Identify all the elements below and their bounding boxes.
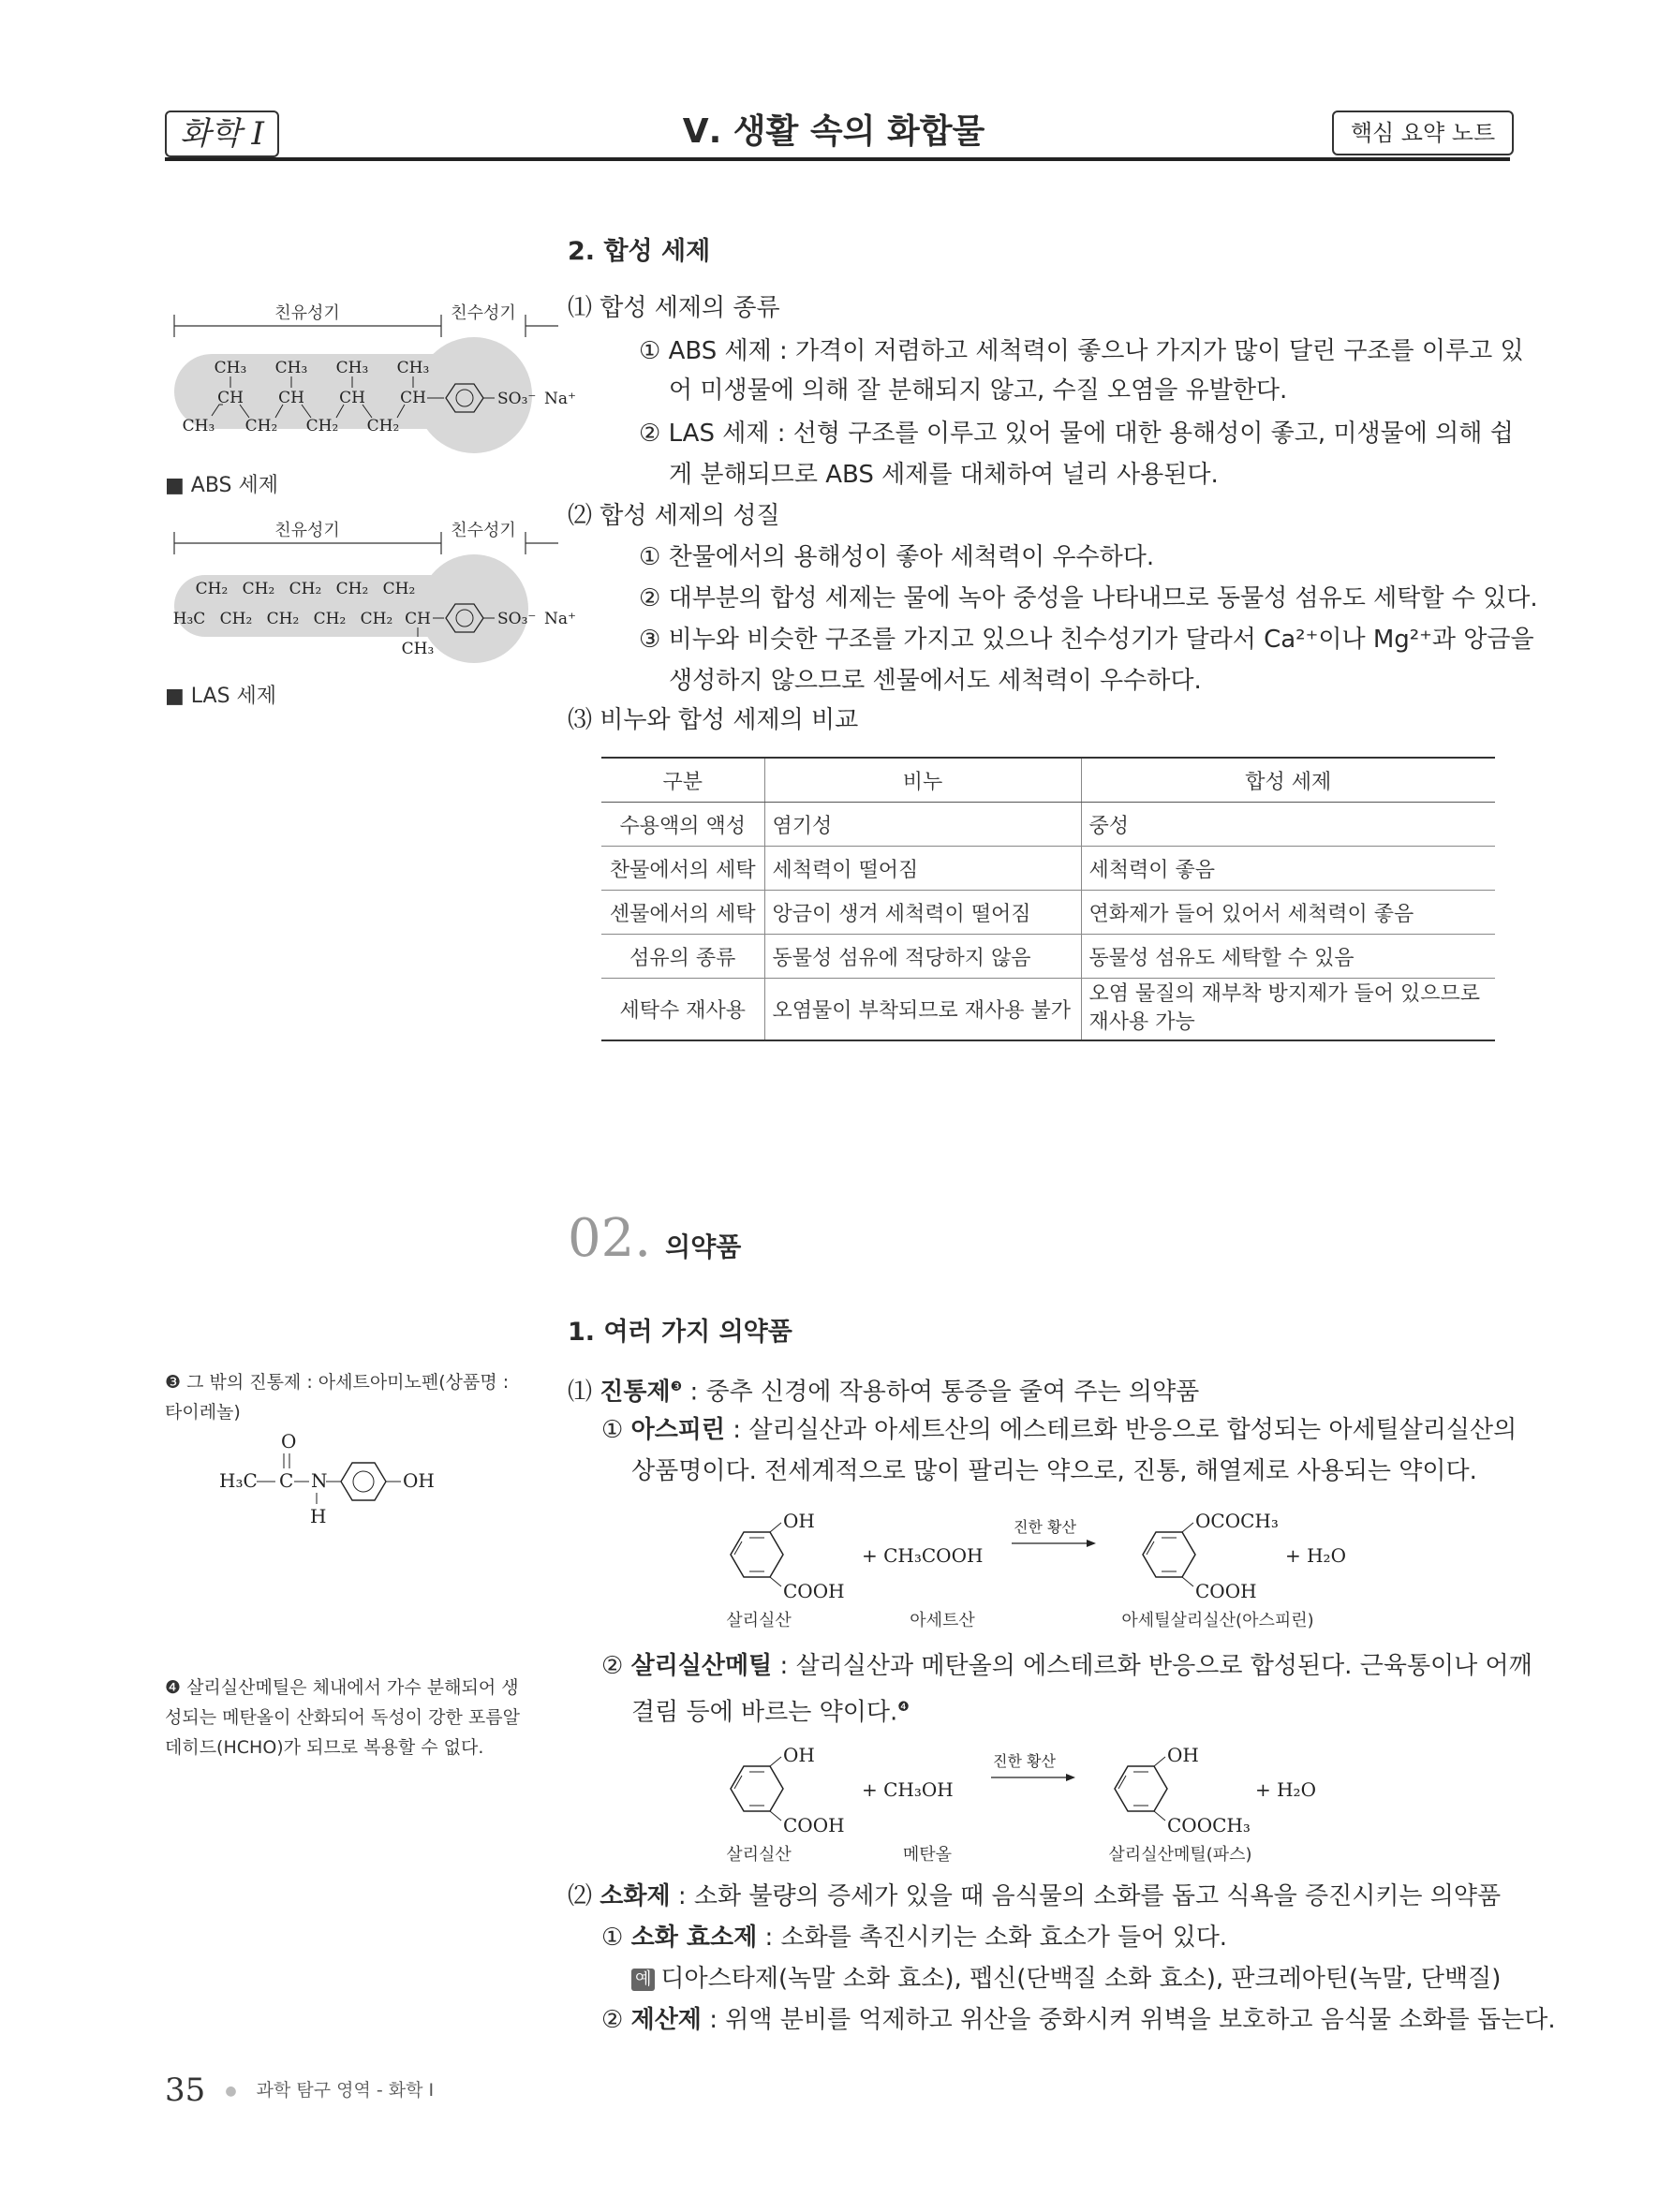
table-row <box>601 803 1495 847</box>
las-top-group: CH₂ <box>289 580 322 598</box>
props-heading: ⑵ 합성 세제의 성질 <box>568 502 780 530</box>
page-footer <box>165 2072 434 2109</box>
abs-top-group: CH₃ <box>274 359 308 377</box>
table-row <box>601 847 1495 891</box>
r1-prod-sub: OCOCH₃ <box>1195 1510 1279 1532</box>
acet-h: H <box>310 1505 327 1527</box>
aspirin-line-1: ① 아스피린 : 살리실산과 아세트산의 에스테르화 반응으로 합성되는 아세틸살리실산의 <box>601 1416 1517 1444</box>
acet-h3c: H₃C <box>219 1469 258 1492</box>
antacid-line: ② 제산제 : 위액 분비를 억제하고 위산을 중화시켜 위벽을 보호하고 음식물 소화를 돕는다. <box>601 2006 1556 2034</box>
table-cell: 섬유의 종류 <box>601 935 764 979</box>
analgesic-line <box>568 1369 1199 1410</box>
acet-oh: OH <box>403 1469 435 1492</box>
table-header-row <box>601 758 1495 803</box>
side-note-4-line-1: ❹ 살리실산메틸은 체내에서 가수 분해되어 생 <box>165 1677 519 1698</box>
side-note-3-line-1: ❸ 그 밖의 진통제 : 아세트아미노펜(상품명 : <box>165 1372 510 1393</box>
las-mid-group: CH₂ <box>219 610 253 628</box>
aspirin-desc-1: : 살리실산과 아세트산의 에스테르화 반응으로 합성되는 아세틸살리실산의 <box>725 1416 1517 1444</box>
r1-label-salicylic: 살리실산 <box>726 1611 792 1630</box>
r2-prod-sub: COOCH₃ <box>1167 1814 1251 1836</box>
comparison-table <box>601 757 1495 1041</box>
las-hydrophilic-label: 친수성기 <box>451 521 516 540</box>
table-cell: 수용액의 액성 <box>601 803 764 847</box>
table-cell: 세척력이 떨어짐 <box>764 847 1081 891</box>
antacid-label: 제산제 <box>630 2006 702 2034</box>
methyl-desc-2: 결림 등에 바르는 약이다. <box>631 1698 898 1727</box>
r1-oh: OH <box>783 1510 815 1532</box>
abs-bot-group: CH₂ <box>366 417 400 435</box>
medicine-section-heading <box>568 1208 741 1269</box>
abs-bot-group: CH₃ <box>182 417 215 435</box>
table-cell: 중성 <box>1081 803 1495 847</box>
table-header-cell: 비누 <box>764 758 1081 803</box>
las-mid-group: CH <box>405 610 431 628</box>
acet-n: N <box>311 1469 328 1492</box>
digestive-num: ⑵ <box>568 1882 600 1910</box>
abs-mid-group: CH <box>339 389 365 407</box>
table-cell: 염기성 <box>764 803 1081 847</box>
side-note-4-line-3: 데히드(HCHO)가 되므로 복용할 수 없다. <box>165 1737 484 1758</box>
section-title: 의약품 <box>665 1231 742 1262</box>
table-row <box>601 979 1495 1040</box>
abs-bot-group: CH₂ <box>244 417 278 435</box>
digestive-desc: : 소화 불량의 증세가 있을 때 음식물의 소화를 돕고 식욕을 증진시키는 의약품 <box>670 1882 1502 1910</box>
aspirin-line-2: 상품명이다. 전세계적으로 많이 팔리는 약으로, 진통, 해열제로 사용되는 약이다. <box>631 1457 1477 1485</box>
analgesic-num: ⑴ <box>568 1378 600 1407</box>
table-row <box>601 935 1495 979</box>
antacid-desc: : 위액 분비를 억제하고 위산을 중화시켜 위벽을 보호하고 음식물 소화를 돕는다. <box>701 2006 1556 2034</box>
las-lipophilic-label: 친유성기 <box>274 521 340 540</box>
analgesic-desc: : 중추 신경에 작용하여 통증을 줄여 주는 의약품 <box>682 1378 1200 1407</box>
methyl-label: 살리실산메틸 <box>630 1652 773 1680</box>
detergent-structure-figure <box>165 290 596 712</box>
las-top-group: CH₂ <box>242 580 275 598</box>
header-rule <box>165 157 1510 161</box>
r1-label-aspirin: 아세틸살리실산(아스피린) <box>1121 1611 1314 1630</box>
enzyme-line: ① 소화 효소제 : 소화를 촉진시키는 소화 효소가 들어 있다. <box>601 1924 1228 1952</box>
prop-1: ① 찬물에서의 용해성이 좋아 세척력이 우수하다. <box>639 543 1155 571</box>
methyl-desc-1: : 살리실산과 메탄올의 에스테르화 반응으로 합성된다. 근육통이나 어깨 <box>772 1652 1532 1680</box>
note-label-badge: 핵심 요약 노트 <box>1332 111 1514 155</box>
analgesic-label: 진통제 <box>600 1378 671 1407</box>
las-mid-group: CH₂ <box>360 610 393 628</box>
las-caption: ■ LAS 세제 <box>165 685 277 708</box>
las-top-group: CH₂ <box>382 580 416 598</box>
abs-caption: ■ ABS 세제 <box>165 474 278 497</box>
abs-na: Na⁺ <box>544 390 576 408</box>
abs-hydrophilic-label: 친수성기 <box>451 303 516 323</box>
acetaminophen-structure <box>215 1427 496 1530</box>
abs-structure <box>174 303 576 453</box>
example-badge: 예 <box>631 1969 655 1991</box>
r2-label-salicylic: 살리실산 <box>726 1845 792 1864</box>
side-note-3 <box>165 1367 509 1427</box>
medicine-subtitle: 1. 여러 가지 의약품 <box>568 1318 792 1347</box>
footnote-3-ref: ❸ <box>670 1379 683 1394</box>
acet-o: O <box>281 1430 297 1453</box>
page-number: 35 <box>165 2072 206 2109</box>
aspirin-label: 아스피린 <box>630 1416 726 1444</box>
abs-top-group: CH₃ <box>335 359 369 377</box>
section-number: 02. <box>568 1208 652 1269</box>
las-mid-group: CH₂ <box>313 610 347 628</box>
table-cell: 동물성 섬유도 세탁할 수 있음 <box>1081 935 1495 979</box>
abs-bot-group: CH₂ <box>305 417 339 435</box>
methyl-line-1: ② 살리실산메틸 : 살리실산과 메탄올의 에스테르화 반응으로 합성된다. 근육통이나 어깨 <box>601 1652 1532 1680</box>
las-line-2: 게 분해되므로 ABS 세제를 대체하여 널리 사용된다. <box>669 461 1219 489</box>
abs-mid-group: CH <box>217 389 244 407</box>
book-title: 과학 탐구 영역 - 화학 Ⅰ <box>256 2080 435 2101</box>
las-line-1: ② LAS 세제 : 선형 구조를 이루고 있어 물에 대한 용해성이 좋고, 미생물에 의해 쉽 <box>639 420 1514 448</box>
abs-mid-group: CH <box>278 389 304 407</box>
subject-badge: 화학 I <box>165 111 279 157</box>
abs-top-group: CH₃ <box>214 359 247 377</box>
table-cell: 오염물이 부착되므로 재사용 불가 <box>764 979 1081 1040</box>
las-mid-group: H₃C <box>172 610 206 628</box>
r2-prod-oh: OH <box>1167 1744 1199 1766</box>
prop-3-line-1: ③ 비누와 비슷한 구조를 가지고 있으나 친수성기가 달라서 Ca²⁺이나 Mg²⁺과 앙금을 <box>639 626 1534 654</box>
table-header-cell: 합성 세제 <box>1081 758 1495 803</box>
table-cell: 세탁수 재사용 <box>601 979 764 1040</box>
digestive-line <box>568 1879 1501 1914</box>
table-cell: 동물성 섬유에 적당하지 않음 <box>764 935 1081 979</box>
digestive-label: 소화제 <box>600 1882 671 1910</box>
enzyme-label: 소화 효소제 <box>630 1924 758 1952</box>
table-cell: 앙금이 생겨 세척력이 떨어짐 <box>764 891 1081 935</box>
las-so3: SO₃⁻ <box>497 610 537 628</box>
r2-water: + H₂O <box>1255 1778 1316 1801</box>
abs-lipophilic-label: 친유성기 <box>274 303 340 323</box>
table-cell: 세척력이 좋음 <box>1081 847 1495 891</box>
abs-line-2: 어 미생물에 의해 잘 분해되지 않고, 수질 오염을 유발한다. <box>669 376 1288 405</box>
table-row <box>601 891 1495 935</box>
table-cell: 오염 물질의 재부착 방지제가 들어 있으므로 재사용 가능 <box>1081 979 1495 1040</box>
table-cell: 연화제가 들어 있어서 세척력이 좋음 <box>1081 891 1495 935</box>
table-header-cell: 구분 <box>601 758 764 803</box>
abs-top-group: CH₃ <box>396 359 430 377</box>
footer-dot: ● <box>225 2084 237 2099</box>
methyl-salicylate-reaction-figure <box>712 1733 1368 1864</box>
r1-reagent: + CH₃COOH <box>862 1544 984 1567</box>
las-top-group: CH₂ <box>195 580 229 598</box>
abs-so3: SO₃⁻ <box>497 390 537 408</box>
methyl-line-2 <box>631 1689 910 1731</box>
prop-3-line-2: 생성하지 않으므로 센물에서도 세척력이 우수하다. <box>669 667 1202 695</box>
r1-cooh: COOH <box>783 1580 845 1602</box>
table-cell: 센물에서의 세탁 <box>601 891 764 935</box>
las-top-group: CH₂ <box>335 580 369 598</box>
acet-c: C <box>279 1469 294 1492</box>
r1-water: + H₂O <box>1285 1544 1346 1567</box>
example-text: 디아스타제(녹말 소화 효소), 펩신(단백질 소화 효소), 판크레아틴(녹말, 단백질) <box>660 1965 1502 1993</box>
enzyme-desc: : 소화를 촉진시키는 소화 효소가 들어 있다. <box>757 1924 1228 1952</box>
side-note-3-line-2: 타이레놀) <box>165 1402 241 1423</box>
las-mid-group: CH₂ <box>266 610 300 628</box>
table-cell: 찬물에서의 세탁 <box>601 847 764 891</box>
synthetic-title: 2. 합성 세제 <box>568 237 711 266</box>
r2-label-methanol: 메탄올 <box>902 1845 953 1864</box>
r2-oh: OH <box>783 1744 815 1766</box>
side-note-4 <box>165 1673 520 1762</box>
r2-cooh: COOH <box>783 1814 845 1836</box>
r1-condition: 진한 황산 <box>1014 1518 1076 1536</box>
las-bot-group: CH₃ <box>401 640 435 658</box>
las-na: Na⁺ <box>544 610 576 628</box>
types-heading: ⑴ 합성 세제의 종류 <box>568 294 780 322</box>
r2-label-methyl-salicylate: 살리실산메틸(파스) <box>1108 1845 1252 1864</box>
r2-condition: 진한 황산 <box>993 1752 1056 1770</box>
r1-label-acetic: 아세트산 <box>910 1611 975 1630</box>
r1-prod-cooh: COOH <box>1195 1580 1257 1602</box>
aspirin-reaction-figure <box>712 1498 1368 1630</box>
las-structure <box>173 521 576 663</box>
unit-title: Ⅴ. 생활 속의 화합물 <box>682 112 985 151</box>
side-note-4-line-2: 성되는 메탄올이 산화되어 독성이 강한 포름알 <box>165 1707 520 1728</box>
r2-reagent: + CH₃OH <box>862 1778 954 1801</box>
abs-mid-group: CH <box>400 389 426 407</box>
compare-heading: ⑶ 비누와 합성 세제의 비교 <box>568 706 859 734</box>
example-line <box>631 1961 1501 1997</box>
footnote-4-ref: ❹ <box>897 1700 910 1715</box>
prop-2: ② 대부분의 합성 세제는 물에 녹아 중성을 나타내므로 동물성 섬유도 세탁할 수 있다. <box>639 584 1538 612</box>
abs-line-1: ① ABS 세제 : 가격이 저렴하고 세척력이 좋으나 가지가 많이 달린 구조를 이루고 있 <box>639 337 1524 365</box>
